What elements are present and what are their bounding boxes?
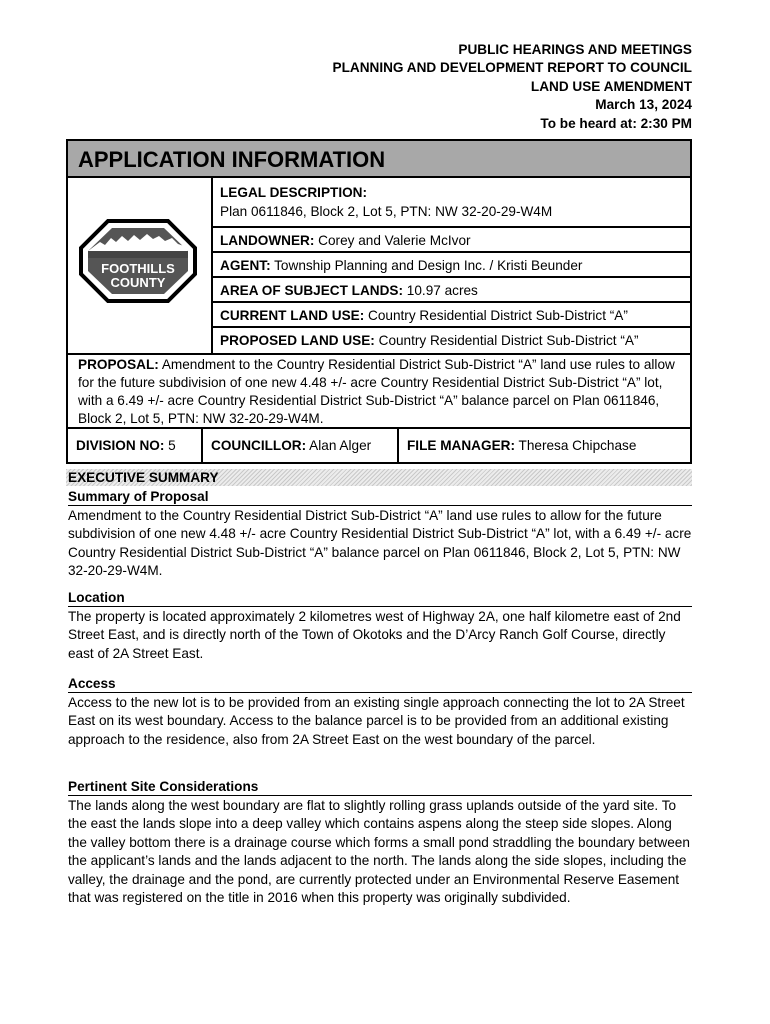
agent-value: Township Planning and Design Inc. / Kristi Beunder [270,258,583,273]
proposal-row [68,353,690,429]
proposed-land-use-value: Country Residential District Sub-District “A” [374,333,639,348]
logo-cell [68,178,213,353]
landowner-value: Corey and Valerie McIvor [314,233,471,248]
proposal-value: Amendment to the Country Residential District Sub-District “A” land use rules to allow for the future subdivision of one new 4.48 +/- acre Country Residential District Sub-District “A” lot, with a 6.49 +/- acre Country Residential District Sub-District “A” balance parcel on Plan 0611846, Block 2, Lot 5, PTN: NW 32-20-29-W4M. [78,357,675,426]
file-manager-label: FILE MANAGER: [407,438,515,453]
proposed-land-use-label: PROPOSED LAND USE: [220,333,375,348]
proposal-label: PROPOSAL: [78,357,159,372]
councillor-value: Alan Alger [306,438,372,453]
access-heading: Access [68,675,692,693]
file-manager-cell [399,429,690,462]
header-heard-at: To be heard at: 2:30 PM [540,115,692,131]
header-line-1: PUBLIC HEARINGS AND MEETINGS [458,42,692,57]
legal-description-row [213,178,690,228]
legal-description-label: LEGAL DESCRIPTION: [220,185,368,200]
proposed-land-use-row [213,328,690,353]
access-text: Access to the new lot is to be provided from an existing single approach connecting the lot to 2A Street East on its west boundary. Access to the balance parcel is to be provided from an additional existing approach to the residence, also from 2A Street East on the west boundary of the parcel. [68,695,685,747]
header-line-2: PLANNING AND DEVELOPMENT REPORT TO COUNCIL [332,60,692,76]
application-information-box [66,139,692,464]
foothills-county-logo [78,218,198,304]
site-considerations-heading: Pertinent Site Considerations [68,778,692,796]
division-value: 5 [164,438,176,453]
division-label: DIVISION NO: [76,438,165,453]
current-land-use-value: Country Residential District Sub-District “A” [364,308,628,323]
application-title: APPLICATION INFORMATION [68,141,690,178]
file-manager-value: Theresa Chipchase [515,438,637,453]
report-header [333,41,693,133]
area-label: AREA OF SUBJECT LANDS: [220,283,404,298]
logo-text-county: COUNTY [110,275,166,290]
site-considerations-text: The lands along the west boundary are flat to slightly rolling grass uplands outside of the yard site. To the east the lands slope into a deep valley which contains aspens along the steep side slopes. Along the valley bottom there is a drainage course which forms a small pond straddling the boundary between the applicant’s lands and the lands adjacent to the north. The lands along the side slopes, including the valley, the drainage and the pond, are currently protected under an Environmental Reserve Easement that was registered on the title in 2016 when this property was originally subdivided. [68,798,690,906]
current-land-use-label: CURRENT LAND USE: [220,308,365,323]
councillor-label: COUNCILLOR: [211,438,307,453]
councillor-cell [203,429,399,462]
header-line-3: LAND USE AMENDMENT [530,78,692,94]
legal-description-value: Plan 0611846, Block 2, Lot 5, PTN: NW 32-20-29-W4M [220,204,553,219]
executive-summary-title: EXECUTIVE SUMMARY [66,469,692,486]
agent-row [213,253,690,278]
division-row [68,429,690,462]
header-date: March 13, 2024 [595,97,692,113]
area-value: 10.97 acres [403,283,478,298]
landowner-label: LANDOWNER: [220,233,315,248]
logo-text-foothills: FOOTHILLS [101,261,175,276]
summary-of-proposal-text: Amendment to the Country Residential District Sub-District “A” land use rules to allow for the future subdivision of one new 4.48 +/- acre Country Residential District Sub-District “A” lot, with a 6.49 +/- acre Country Residential District Sub-District “A” balance parcel on Plan 0611846, Block 2, Lot 5, PTN: NW 32-20-29-W4M. [68,508,692,579]
location-heading: Location [68,589,692,607]
agent-label: AGENT: [220,258,271,273]
area-row [213,278,690,303]
location-text: The property is located approximately 2 kilometres west of Highway 2A, one half kilometre east of 2nd Street East, and is directly north of the Town of Okotoks and the D’Arcy Ranch Golf Course, directly east of 2A Street East. [68,609,681,661]
summary-of-proposal-heading: Summary of Proposal [68,488,692,506]
division-cell [68,429,203,462]
landowner-row [213,228,690,253]
current-land-use-row [213,303,690,328]
